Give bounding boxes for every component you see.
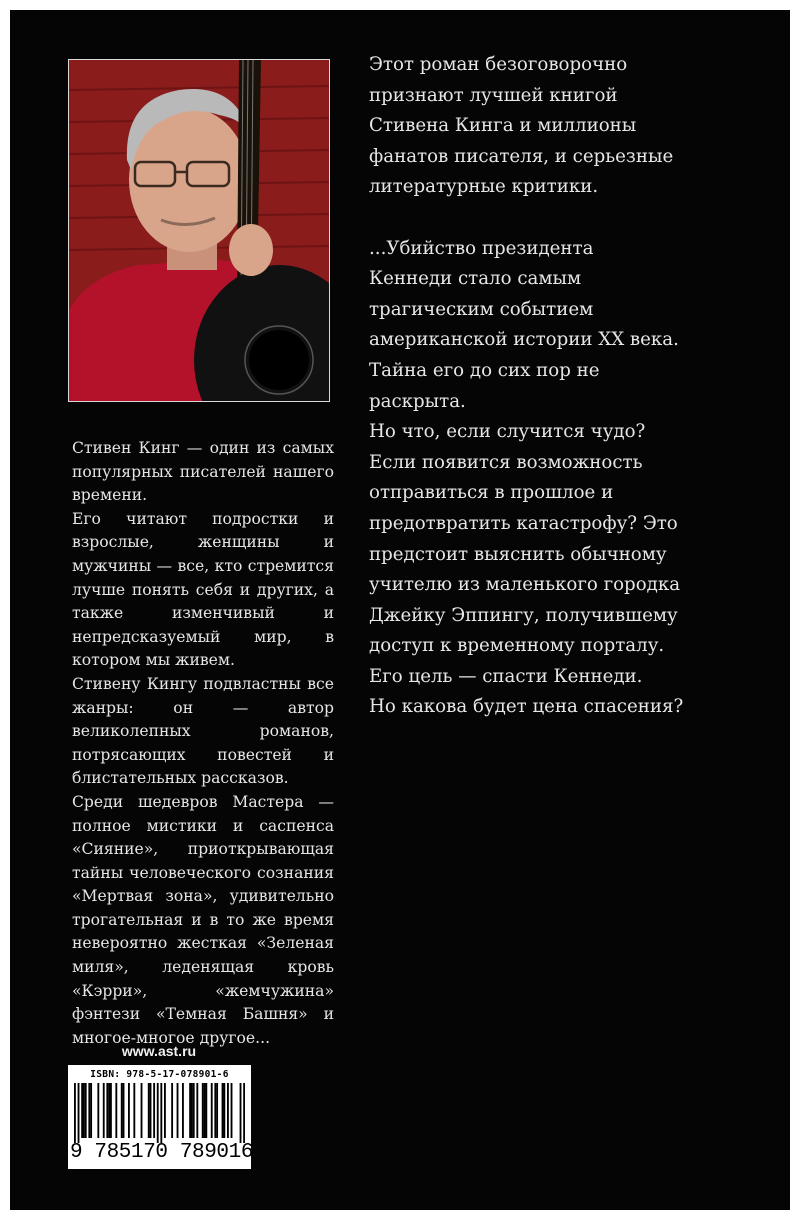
barcode-bar xyxy=(110,1083,112,1138)
barcode-bar xyxy=(133,1083,135,1138)
annotation-line: Но какова будет цена спасения? xyxy=(369,696,684,718)
bio-paragraph: Среди шедевров Мастера — полное мистики и саспенса «Сияние», приоткрывающая тайны человеческого сознания «Мертвая зона», удивительно трогательная и в то же время невероятно жесткая «Зеленая миля», леденящая кровь «Кэрри», «жемчужина» фэнтези «Темная Башня» и многое-многое другое... xyxy=(72,792,334,1047)
barcode-bar xyxy=(148,1083,150,1138)
barcode-bar xyxy=(90,1083,92,1138)
barcode-bar xyxy=(196,1083,198,1138)
author-with-guitar-photo-icon xyxy=(69,60,330,402)
barcode-bar xyxy=(106,1083,108,1138)
barcode-bar xyxy=(108,1083,110,1138)
bio-paragraph: Стивен Кинг — один из самых популярных писателей нашего времени. xyxy=(72,439,334,505)
barcode-bar xyxy=(191,1083,193,1138)
barcode-bar xyxy=(97,1083,99,1138)
barcode-bar xyxy=(189,1083,191,1138)
barcode-bar xyxy=(153,1083,155,1138)
barcode-bar xyxy=(182,1083,184,1138)
annotation-line: Джейку Эппингу, получившему xyxy=(369,604,678,626)
publisher-website: www.ast.ru xyxy=(121,1043,197,1059)
barcode-bar xyxy=(231,1083,233,1138)
annotation-line: Если появится возможность xyxy=(369,451,643,473)
barcode-panel xyxy=(68,1065,254,1169)
barcode-bar xyxy=(128,1083,130,1138)
annotation-line: Тайна его до сих пор не xyxy=(369,359,600,381)
annotation-line: Но что, если случится чудо? xyxy=(369,421,646,443)
barcode-bar xyxy=(193,1083,195,1138)
barcode-bar xyxy=(141,1083,143,1138)
barcode-bar xyxy=(121,1083,123,1138)
barcode-bar xyxy=(177,1083,179,1138)
barcode-bar xyxy=(115,1083,117,1138)
barcode-bar xyxy=(223,1083,225,1138)
barcode-bar xyxy=(103,1083,105,1138)
barcode-bar xyxy=(222,1083,224,1138)
barcode-bar xyxy=(83,1083,85,1138)
author-photo xyxy=(68,59,330,402)
annotation-line: Его цель — спасти Кеннеди. xyxy=(369,665,643,687)
author-bio xyxy=(72,437,334,1050)
barcode-bar xyxy=(171,1083,173,1138)
barcode-bar xyxy=(205,1083,207,1138)
paragraph-gap xyxy=(369,203,759,234)
barcode-bar xyxy=(123,1083,125,1138)
barcode-bar xyxy=(78,1083,80,1143)
barcode-bar xyxy=(85,1083,87,1138)
annotation-line: предотвратить катастрофу? Это xyxy=(369,512,678,534)
barcode-bar xyxy=(227,1083,229,1138)
barcode-bar xyxy=(243,1083,245,1143)
isbn-label: ISBN: 978-5-17-078901-6 xyxy=(90,1069,229,1080)
barcode-bar xyxy=(204,1083,206,1138)
barcode-bars xyxy=(74,1083,245,1143)
annotation-line: предстоит выяснить обычному xyxy=(369,543,667,565)
annotation-line: учителю из маленького городка xyxy=(369,574,681,596)
barcode-bar xyxy=(160,1083,162,1143)
annotation-line: доступ к временному порталу. xyxy=(369,635,665,657)
barcode-bar xyxy=(81,1083,83,1138)
barcode-bar xyxy=(214,1083,216,1138)
bio-paragraph: Его читают подростки и взрослые, женщины и мужчины — все, кто стремится лучше понять себя и других, а также изменчивый и непредсказуемый мир, в котором мы живем. xyxy=(72,509,334,670)
annotation-line: американской истории XX века. xyxy=(369,329,679,351)
bio-paragraph: Стивену Кингу подвластны все жанры: он — автор великолепных романов, потрясающих повестей и блистательных рассказов. xyxy=(72,674,334,788)
annotation-line: раскрыта. xyxy=(369,390,466,412)
annotation-line: отправиться в прошлое и xyxy=(369,482,614,504)
annotation-line: Этот роман безоговорочно xyxy=(369,54,628,75)
book-annotation xyxy=(369,50,759,723)
barcode-bar xyxy=(150,1083,152,1138)
ean-digits: 9 785170 789016 xyxy=(70,1141,254,1164)
barcode-bar xyxy=(88,1083,90,1138)
barcode-bar xyxy=(74,1083,76,1143)
annotation-line: трагическим событием xyxy=(369,298,594,320)
annotation-line: фанатов писателя, и серьезные xyxy=(369,145,674,167)
barcode-bar xyxy=(164,1083,166,1138)
annotation-line: ...Убийство президента xyxy=(369,237,594,259)
annotation-line: признают лучшей книгой xyxy=(369,84,618,106)
barcode-bar xyxy=(202,1083,204,1138)
annotation-line: Кеннеди стало самым xyxy=(369,268,582,290)
annotation-line: литературные критики. xyxy=(369,176,599,198)
barcode-bar xyxy=(240,1083,242,1143)
annotation-line: Стивена Кинга и миллионы xyxy=(369,115,637,137)
barcode-bar xyxy=(211,1083,213,1138)
barcode-bar xyxy=(216,1083,218,1138)
barcode-bar xyxy=(157,1083,159,1143)
